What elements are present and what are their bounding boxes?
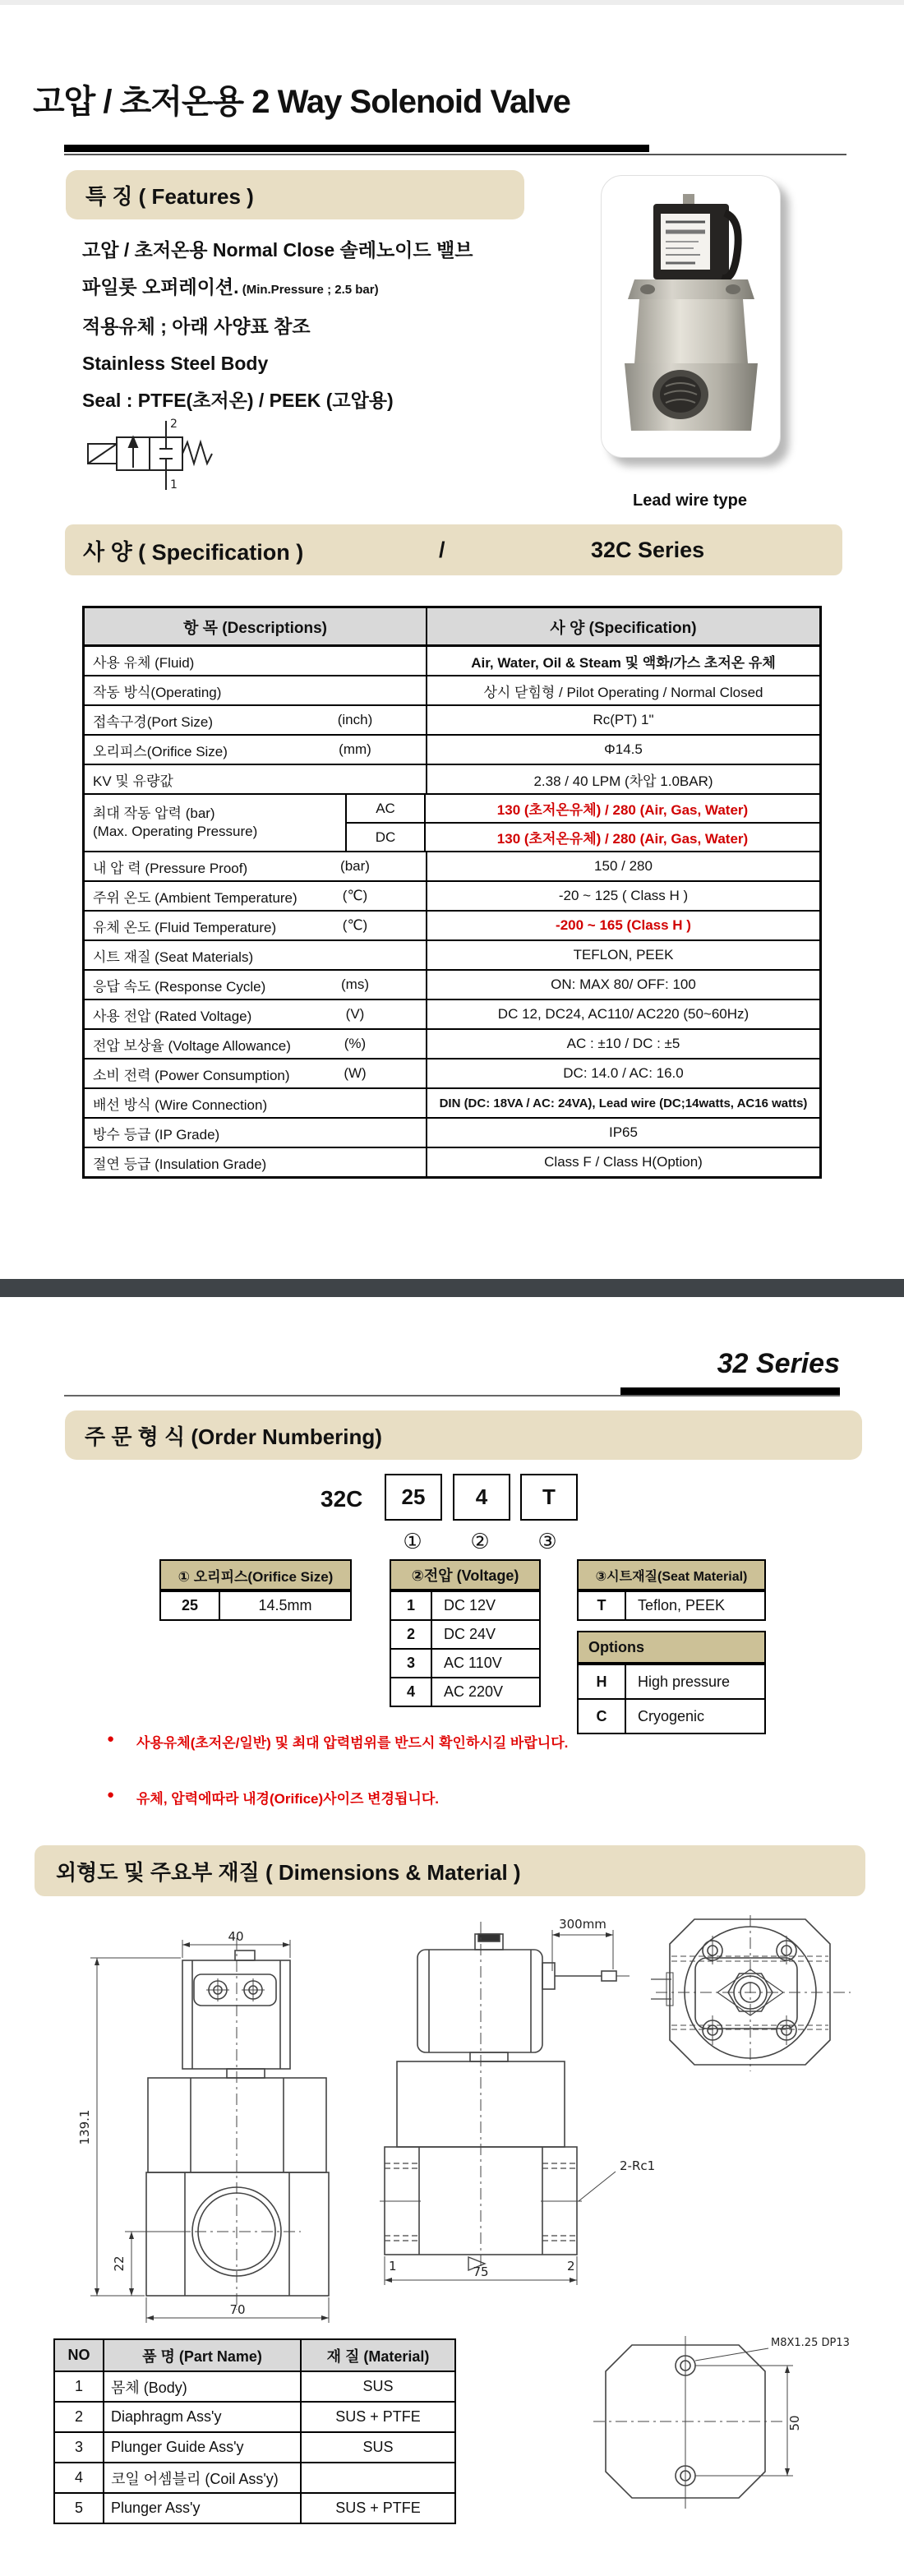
spec-row-port-size	[85, 704, 819, 734]
voltage-key: 3	[391, 1650, 432, 1677]
spec-row-max-pressure	[85, 793, 819, 851]
spec-row-wire-connection	[85, 1087, 819, 1117]
parts-col-name: 품 명 (Part Name)	[104, 2340, 302, 2371]
spec-unit: (%)	[344, 1036, 367, 1051]
orifice-key: 25	[161, 1592, 220, 1619]
part-no: 2	[55, 2403, 104, 2431]
series-banner: 32 Series	[717, 1348, 840, 1379]
voltage-value: DC 12V	[444, 1597, 496, 1613]
parts-header-row	[55, 2340, 454, 2371]
features-list	[82, 232, 592, 419]
spec-value: AC : ±10 / DC : ±5	[566, 1036, 680, 1051]
orifice-table-header: ① 오리피스(Orifice Size)	[161, 1561, 350, 1590]
spec-row-ambient-temp	[85, 880, 819, 910]
part-material: SUS	[362, 2439, 394, 2455]
spec-label: 내 압 력 (Pressure Proof)	[93, 860, 248, 876]
spec-row-ip-grade	[85, 1117, 819, 1147]
option-value: High pressure	[638, 1673, 731, 1690]
spec-row-operating	[85, 675, 819, 704]
option-key: H	[579, 1665, 626, 1698]
part-no: 3	[55, 2433, 104, 2462]
spec-label: 전압 보상율 (Voltage Allowance)	[93, 1037, 291, 1054]
spec-label: 방수 등급 (IP Grade)	[93, 1126, 220, 1143]
voltage-row	[391, 1677, 539, 1706]
spec-row-fluid	[85, 645, 819, 675]
spec-value: 2.38 / 40 LPM (차압 1.0BAR)	[533, 773, 713, 789]
spec-unit: (℃)	[342, 917, 368, 933]
spec-row-orifice	[85, 734, 819, 764]
spec-row-response	[85, 969, 819, 999]
spec-unit: (ms)	[341, 976, 369, 992]
spec-label: 응답 속도 (Response Cycle)	[93, 978, 266, 995]
voltage-key: 1	[391, 1592, 432, 1619]
spec-value: 130 (초저온유체) / 280 (Air, Gas, Water)	[496, 831, 749, 847]
feature-line-1: 고압 / 초저온용 Normal Close 솔레노이드 밸브	[82, 239, 473, 261]
order-code-box-3: T	[520, 1474, 578, 1521]
top-edge-shade	[0, 0, 904, 5]
spec-row-power	[85, 1058, 819, 1087]
options-row	[579, 1698, 764, 1733]
spec-col-descriptions: 항 목 (Descriptions)	[85, 608, 427, 644]
parts-row	[55, 2431, 454, 2462]
option-key: C	[579, 1700, 626, 1733]
product-photo	[602, 176, 780, 457]
parts-table	[53, 2338, 456, 2524]
part-material: SUS + PTFE	[335, 2408, 421, 2425]
spec-label: 소비 전력 (Power Consumption)	[93, 1067, 290, 1083]
dim-front-bottom-width: 70	[229, 2302, 246, 2317]
spec-value: Rc(PT) 1"	[593, 712, 654, 727]
seat-table-row	[579, 1590, 764, 1619]
dim-bottom-hole-distance: 50	[787, 2415, 802, 2431]
dim-front-port-center: 22	[112, 2255, 127, 2272]
spec-unit: (℃)	[342, 888, 368, 903]
spec-value: ON: MAX 80/ OFF: 100	[551, 976, 696, 992]
order-code-prefix: 32C	[321, 1486, 363, 1512]
part-name: Plunger Guide Ass'y	[104, 2433, 302, 2462]
option-value: Cryogenic	[638, 1707, 705, 1724]
spec-header	[65, 524, 842, 575]
feature-line-5: Seal : PTFE(초저온) / PEEK (고압용)	[82, 390, 394, 411]
part-name: Plunger Ass'y	[104, 2494, 302, 2523]
parts-col-material: 재 질 (Material)	[326, 2347, 430, 2365]
dim-side-port-thread: 2-Rc1	[620, 2158, 656, 2173]
spec-label: 접속구경(Port Size)	[93, 713, 213, 730]
spec-value: Air, Water, Oil & Steam 및 액화/가스 초저온 유체	[471, 654, 776, 671]
voltage-value: AC 110V	[444, 1655, 502, 1671]
voltage-key: 4	[391, 1678, 432, 1706]
voltage-row	[391, 1648, 539, 1677]
spec-label: 배선 방식 (Wire Connection)	[93, 1096, 268, 1113]
parts-row	[55, 2371, 454, 2401]
feature-line-2-main: 파일롯 오퍼레이션.	[82, 276, 239, 298]
spec-label: 유체 온도 (Fluid Temperature)	[93, 919, 277, 935]
dim-bottom-thread: M8X1.25 DP13	[771, 2337, 850, 2349]
seat-key: T	[579, 1592, 626, 1619]
dim-side-port1: 1	[389, 2259, 397, 2274]
part-no: 4	[55, 2463, 104, 2492]
spec-header-left: 사 양 ( Specification )	[83, 539, 304, 565]
spec-row-pressure-proof	[85, 851, 819, 880]
spec-row-rated-voltage	[85, 999, 819, 1028]
spec-value: DIN (DC: 18VA / AC: 24VA), Lead wire (DC;14watts, AC16 watts)	[439, 1096, 808, 1110]
symbol-port-1-label: 1	[170, 478, 178, 492]
dim-side-wire-length: 300mm	[559, 1917, 607, 1932]
options-table	[577, 1631, 766, 1734]
title-rule-thick	[64, 145, 649, 152]
order-numbering-header: 주 문 형 식 (Order Numbering)	[65, 1410, 862, 1460]
spec-value: TEFLON, PEEK	[573, 947, 674, 963]
spec-value: DC 12, DC24, AC110/ AC220 (50~60Hz)	[497, 1006, 749, 1022]
options-table-header: Options	[579, 1632, 764, 1664]
spec-table	[82, 606, 822, 1179]
spec-label: 사용 전압 (Rated Voltage)	[93, 1008, 252, 1024]
spec-value: DC: 14.0 / AC: 16.0	[563, 1065, 684, 1081]
spec-unit: (bar)	[340, 858, 370, 874]
voltage-value: DC 24V	[444, 1626, 496, 1642]
features-header: 특 징 ( Features )	[66, 170, 524, 219]
voltage-row	[391, 1590, 539, 1619]
spec-unit: (mm)	[339, 741, 371, 757]
spec-value: 상시 닫힘형 / Pilot Operating / Normal Closed	[483, 684, 763, 700]
product-photo-card	[601, 175, 781, 458]
page-title: 고압 / 초저온용 2 Way Solenoid Valve	[33, 84, 570, 120]
symbol-port-2-label: 2	[170, 418, 178, 431]
parts-row	[55, 2401, 454, 2431]
photo-caption: Lead wire type	[633, 492, 747, 510]
seat-value: Teflon, PEEK	[638, 1597, 726, 1613]
feature-line-2	[82, 269, 592, 308]
seat-material-table	[577, 1559, 766, 1621]
spec-value: 150 / 280	[594, 858, 653, 874]
orifice-table	[159, 1559, 352, 1621]
page-divider-band	[0, 1279, 904, 1297]
spec-label: 절연 등급 (Insulation Grade)	[93, 1156, 267, 1172]
spec-value: Φ14.5	[604, 741, 643, 757]
bullet-icon: ●	[107, 1732, 115, 1746]
spec-col-specification: 사 양 (Specification)	[550, 619, 697, 637]
bullet-icon: ●	[107, 1788, 115, 1802]
spec-value: 130 (초저온유체) / 280 (Air, Gas, Water)	[426, 795, 819, 824]
voltage-table	[390, 1559, 541, 1707]
order-mark-3: ③	[537, 1529, 557, 1553]
feature-line-2-note: (Min.Pressure ; 2.5 bar)	[238, 283, 379, 297]
voltage-value: AC 220V	[444, 1683, 504, 1700]
part-name: Diaphragm Ass'y	[104, 2403, 302, 2431]
part-name: 몸체 (Body)	[104, 2372, 302, 2401]
dim-side-port2: 2	[567, 2259, 575, 2274]
spec-unit: (inch)	[337, 712, 373, 727]
order-note-2-text: 유체, 압력에따라 내경(Orifice)사이즈 변경됩니다.	[136, 1791, 439, 1807]
voltage-row	[391, 1619, 539, 1648]
feature-line-3: 적용유체 ; 아래 사양표 참조	[82, 316, 311, 337]
valve-schematic-symbol	[78, 411, 251, 506]
parts-row	[55, 2492, 454, 2523]
part-material: SUS + PTFE	[335, 2500, 421, 2516]
spec-label: 사용 유체 (Fluid)	[93, 654, 195, 671]
seat-table-header: ③시트재질(Seat Material)	[579, 1561, 764, 1590]
spec-value: -200 ~ 165 (Class H )	[556, 917, 691, 933]
order-note-1	[107, 1731, 569, 1752]
spec-row-seat-material	[85, 939, 819, 969]
spec-unit: (V)	[345, 1006, 365, 1022]
title-rule-thin	[64, 154, 846, 155]
series-rule	[64, 1395, 840, 1396]
options-row	[579, 1664, 764, 1698]
dim-front-top-width: 40	[228, 1929, 244, 1944]
voltage-key: 2	[391, 1621, 432, 1648]
spec-label: (Max. Operating Pressure)	[93, 824, 258, 839]
spec-table-header-row	[85, 608, 819, 645]
order-code-box-2: 4	[453, 1474, 510, 1521]
order-note-1-text: 사용유체(초저온/일반) 및 최대 압력범위를 반드시 확인하시길 바랍니다.	[136, 1735, 569, 1751]
order-code-box-1: 25	[385, 1474, 442, 1521]
spec-ac-cell: AC	[347, 795, 424, 824]
dimensions-header: 외형도 및 주요부 재질 ( Dimensions & Material )	[35, 1845, 865, 1896]
spec-label: 주위 온도 (Ambient Temperature)	[93, 889, 297, 906]
order-mark-1: ①	[403, 1529, 422, 1553]
dim-front-height: 139.1	[77, 2109, 92, 2145]
order-mark-2: ②	[470, 1529, 490, 1553]
part-no: 5	[55, 2494, 104, 2523]
part-material: SUS	[362, 2378, 394, 2394]
spec-label: 오리피스(Orifice Size)	[93, 743, 228, 759]
spec-label: 최대 작동 압력 (bar)	[93, 806, 215, 821]
spec-dc-cell: DC	[375, 829, 396, 845]
spec-label: 시트 재질 (Seat Materials)	[93, 949, 254, 965]
orifice-value: 14.5mm	[258, 1597, 312, 1613]
spec-value: -20 ~ 125 ( Class H )	[558, 888, 689, 903]
spec-row-kv	[85, 764, 819, 793]
parts-col-no: NO	[55, 2340, 104, 2371]
spec-header-series: 32C Series	[591, 537, 705, 562]
spec-value: Class F / Class H(Option)	[544, 1154, 703, 1170]
order-note-2	[107, 1787, 439, 1807]
spec-value: IP65	[609, 1124, 638, 1140]
feature-line-4: Stainless Steel Body	[82, 353, 269, 374]
parts-row	[55, 2462, 454, 2492]
part-material	[302, 2463, 454, 2492]
spec-row-fluid-temp	[85, 910, 819, 939]
spec-row-insulation	[85, 1147, 819, 1176]
part-name: 코일 어셈블리 (Coil Ass'y)	[104, 2463, 302, 2492]
spec-label: KV 및 유량값	[93, 773, 173, 789]
voltage-table-header: ②전압 (Voltage)	[391, 1561, 539, 1590]
spec-header-separator: /	[439, 537, 445, 562]
spec-label: 작동 방식(Operating)	[93, 684, 222, 700]
dim-side-width: 75	[473, 2264, 489, 2279]
spec-unit: (W)	[344, 1065, 367, 1081]
orifice-table-row	[161, 1590, 350, 1619]
spec-row-voltage-allowance	[85, 1028, 819, 1058]
part-no: 1	[55, 2372, 104, 2401]
